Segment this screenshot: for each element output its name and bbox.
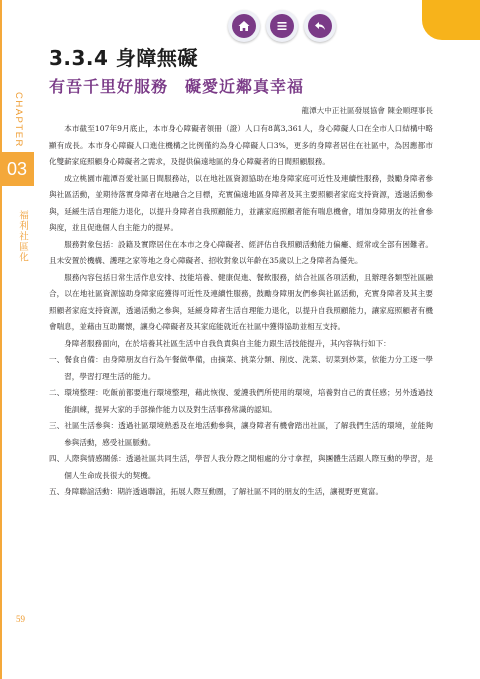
paragraph: 服務內容包括日常生活作息安排、技能培養、健康促進、餐飲服務，結合社區各項活動，且辦理各類型社區融合，以在地社區資源協助身障家庭獲得可近性及連續性服務，鼓勵身障朋友們參與社區活動，充實身障者及其主要照顧者家庭支持資源，透過活動之參與，延緩身障者生活自理能力退化，以提升自我照顧能力，讓家庭照顧者有機會喘息，並藉由互助關懷，讓身心障礙者及其家庭能就近在社區中獲得協助並相互支持。 <box>49 272 433 331</box>
menu-icon <box>270 14 294 38</box>
page-number: 59 <box>16 614 25 624</box>
article-body <box>49 121 433 501</box>
chapter-number: 03 <box>0 152 34 186</box>
paragraph: 成立桃園市龍潭吾愛社區日間服務站，以在地社區資源協助在地身障家庭可近性及連續性服務，鼓勵身障者參與社區活動，並期待落實身障者在地融合之目標，充實偏遠地區身障者及其主要照顧者家庭支持資源，透過活動參與，延緩生活自理能力退化，以提升身障者自我照顧能力，並讓家庭照顧者能有喘息機會，增加身障朋友的社會參與度，並且促進個人自主能力的提昇。 <box>49 173 433 232</box>
chapter-label: CHAPTER <box>13 92 24 148</box>
nav-icons <box>228 10 336 42</box>
section-title-vertical: 福利社區化 <box>17 210 28 263</box>
home-icon <box>232 14 256 38</box>
list-item: 二、環境整理：吃飯前都要進行環境整理，藉此恢復、愛護我們所使用的環境，培養對自己的責任感；另外透過技能訓練，提昇大家的手部操作能力以及對生活事務常識的認知。 <box>49 388 433 414</box>
paragraph: 本市截至107年9月底止，本市身心障礙者領冊（證）人口有8萬3,361人，身心障礙人口在全市人口結構中略顯有成長。本市身心障礙人口進住機構之比例僅約為身心障礙人口3%，更多的身障者居住在社區中，為因應都市化雙薪家庭照顧身心障礙者之需求，及提供偏遠地區的身心障礙者的日間照顧服務。 <box>49 124 433 166</box>
list-item: 一、餐食自備：由身障朋友自行為午餐做準備，由摘菜、挑菜分類、削皮、洗菜、切菜到炒菜，依能力分工逐一學習，學習打理生活的能力。 <box>49 355 433 381</box>
list-item: 四、人際與情感關係：透過社區共同生活，學習人我分際之間相處的分寸拿捏，與團體生活跟人際互動的學習，是個人生命成長很大的契機。 <box>49 454 433 480</box>
page-heading: 3.3.4 身障無礙 <box>49 46 198 70</box>
sidebar-line <box>0 0 2 679</box>
page-subheading: 有吾千里好服務 礙愛近鄰真幸福 <box>49 77 305 96</box>
back-icon <box>308 14 332 38</box>
paragraph: 身障者服務面向，在於培養其社區生活中自我負責與自主能力跟生活技能提升，其內容執行如下： <box>64 338 391 348</box>
list-item: 三、社區生活參與：透過社區環境熟悉及在地活動參與，讓身障者有機會踏出社區，了解我們生活的環境，並能夠參與活動，感受社區脈動。 <box>49 421 433 447</box>
author-credit: 龍潭大中正社區發展協會 陳金順理事長 <box>301 106 433 115</box>
corner-tab <box>422 0 480 40</box>
paragraph: 服務對象包括：設籍及實際居住在本市之身心障礙者、經評估自我照顧活動能力偏癱、經常或全部有困難者。且未安置於機構、護理之家等地之身心障礙者、招收對象以年齡在35歲以上之身障者為優先。 <box>49 239 433 265</box>
home-button[interactable] <box>228 10 260 42</box>
list-item: 五、身障聯誼活動：期許透過聯誼，拓展人際互動圈，了解社區不同的朋友的生活，讓視野更寬富。 <box>49 487 384 496</box>
back-button[interactable] <box>304 10 336 42</box>
menu-button[interactable] <box>266 10 298 42</box>
